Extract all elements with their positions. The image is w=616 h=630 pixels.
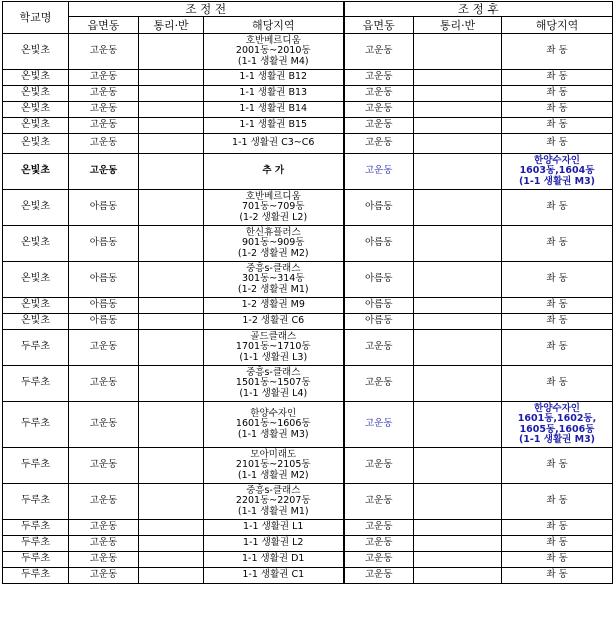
area-line: (1-1 생활권 M4) — [237, 55, 309, 67]
new-area-cell — [502, 86, 613, 102]
area-line: 좌 동 — [546, 521, 568, 533]
table-row — [3, 520, 613, 536]
new-area-cell — [502, 330, 613, 366]
table-row — [3, 366, 613, 402]
area-line: 좌 동 — [546, 315, 568, 327]
area-line: 한양수자인 — [534, 402, 580, 414]
table-row — [3, 102, 613, 118]
area-line: 한양수자인 — [534, 154, 580, 166]
town-cell: 고운동 — [69, 134, 139, 154]
table-row — [3, 34, 613, 70]
new-tong-cell — [414, 262, 502, 298]
town-cell: 고운동 — [69, 448, 139, 484]
header-after: 조 정 후 — [344, 2, 613, 17]
new-area-cell — [502, 298, 613, 314]
school-cell: 온빛초 — [3, 226, 69, 262]
area-line: (1-1 생활권 M2) — [237, 469, 309, 481]
town-cell: 고운동 — [69, 70, 139, 86]
new-tong-cell — [414, 366, 502, 402]
area-line: (1-1 생활권 M1) — [237, 505, 309, 517]
new-tong-cell — [414, 568, 502, 584]
area-line: 좌 동 — [546, 237, 568, 249]
school-cell: 온빛초 — [3, 86, 69, 102]
school-cell: 두루초 — [3, 536, 69, 552]
area-line: 좌 동 — [546, 553, 568, 565]
table-row — [3, 262, 613, 298]
school-cell: 두루초 — [3, 402, 69, 448]
new-town-cell: 아름동 — [344, 262, 414, 298]
school-cell: 온빛초 — [3, 70, 69, 86]
area-line: (1-1 생활권 L3) — [239, 351, 308, 363]
area-line: (1-1 생활권 M3) — [237, 428, 309, 440]
tong-cell — [139, 86, 204, 102]
new-tong-cell — [414, 70, 502, 86]
tong-cell — [139, 154, 204, 190]
school-cell: 온빛초 — [3, 314, 69, 330]
new-area-cell — [502, 134, 613, 154]
town-cell: 고운동 — [69, 366, 139, 402]
town-cell: 고운동 — [69, 536, 139, 552]
area-line: (1-1 생활권 M3) — [518, 175, 596, 187]
new-tong-cell — [414, 402, 502, 448]
area-cell — [204, 226, 344, 262]
new-tong-cell — [414, 484, 502, 520]
table-row — [3, 568, 613, 584]
new-area-cell — [502, 118, 613, 134]
area-line: 좌 동 — [546, 273, 568, 285]
area-line: 좌 동 — [546, 299, 568, 311]
new-town-cell: 아름동 — [344, 190, 414, 226]
area-line: 좌 동 — [546, 341, 568, 353]
header-after-town: 읍면동 — [344, 17, 414, 34]
new-tong-cell — [414, 536, 502, 552]
new-area-cell — [502, 402, 613, 448]
table-row — [3, 134, 613, 154]
area-cell — [204, 330, 344, 366]
area-cell — [204, 520, 344, 536]
town-cell: 고운동 — [69, 568, 139, 584]
town-cell: 아름동 — [69, 314, 139, 330]
area-line: 1-1 생활권 B12 — [239, 71, 308, 83]
tong-cell — [139, 134, 204, 154]
new-tong-cell — [414, 448, 502, 484]
new-town-cell: 고운동 — [344, 330, 414, 366]
new-tong-cell — [414, 520, 502, 536]
area-line: 좌 동 — [546, 495, 568, 507]
area-cell — [204, 484, 344, 520]
area-cell — [204, 298, 344, 314]
town-cell: 아름동 — [69, 262, 139, 298]
area-line: 좌 동 — [546, 119, 568, 131]
area-line: 호반베르디움 — [245, 190, 301, 202]
new-area-cell — [502, 190, 613, 226]
area-cell — [204, 402, 344, 448]
area-cell — [204, 118, 344, 134]
area-cell — [204, 86, 344, 102]
new-area-cell — [502, 34, 613, 70]
area-line: 1-1 생활권 C1 — [242, 569, 305, 581]
area-line: 한신휴플러스 — [245, 226, 301, 238]
new-town-cell: 아름동 — [344, 298, 414, 314]
school-cell: 두루초 — [3, 552, 69, 568]
header-before-town: 읍면동 — [69, 17, 139, 34]
area-line: 2101동~2105동 — [235, 459, 311, 471]
table-body — [3, 34, 613, 584]
tong-cell — [139, 298, 204, 314]
new-area-cell — [502, 448, 613, 484]
area-line: 1603동,1604동 — [519, 165, 595, 177]
area-line: (1-1 생활권 L4) — [239, 387, 308, 399]
area-line: 중흥s-클래스 — [246, 366, 301, 378]
area-line: 1-1 생활권 D1 — [242, 553, 305, 565]
table-row — [3, 552, 613, 568]
new-town-cell: 고운동 — [344, 154, 414, 190]
new-town-cell: 고운동 — [344, 118, 414, 134]
new-town-cell: 고운동 — [344, 70, 414, 86]
town-cell: 고운동 — [69, 118, 139, 134]
tong-cell — [139, 190, 204, 226]
new-town-cell: 고운동 — [344, 402, 414, 448]
area-line: 좌 동 — [546, 103, 568, 115]
new-area-cell — [502, 154, 613, 190]
new-town-cell: 고운동 — [344, 484, 414, 520]
area-cell — [204, 552, 344, 568]
town-cell: 고운동 — [69, 520, 139, 536]
area-line: 901동~909동 — [241, 237, 305, 249]
tong-cell — [139, 484, 204, 520]
new-area-cell — [502, 536, 613, 552]
area-line: 1601동,1602동, — [517, 413, 597, 424]
tong-cell — [139, 520, 204, 536]
school-cell: 두루초 — [3, 484, 69, 520]
area-line: 좌 동 — [546, 537, 568, 549]
area-line: 좌 동 — [546, 71, 568, 83]
new-area-cell — [502, 366, 613, 402]
school-cell: 두루초 — [3, 366, 69, 402]
table-row — [3, 330, 613, 366]
school-district-adjustment-table — [2, 1, 613, 584]
new-town-cell: 고운동 — [344, 520, 414, 536]
new-town-cell: 고운동 — [344, 134, 414, 154]
table-row — [3, 448, 613, 484]
area-line: 1-1 생활권 L2 — [243, 537, 304, 549]
area-line: 골드클래스 — [250, 330, 297, 342]
school-cell: 온빛초 — [3, 154, 69, 190]
header-after-area: 해당지역 — [502, 17, 613, 34]
new-town-cell: 고운동 — [344, 552, 414, 568]
school-cell: 온빛초 — [3, 262, 69, 298]
tong-cell — [139, 552, 204, 568]
new-area-cell — [502, 226, 613, 262]
town-cell: 고운동 — [69, 552, 139, 568]
tong-cell — [139, 448, 204, 484]
tong-cell — [139, 366, 204, 402]
table-row — [3, 402, 613, 448]
area-line: 추 가 — [262, 165, 285, 177]
area-cell — [204, 314, 344, 330]
town-cell: 고운동 — [69, 34, 139, 70]
new-area-cell — [502, 520, 613, 536]
new-tong-cell — [414, 298, 502, 314]
header-after-tong: 통리·반 — [414, 17, 502, 34]
tong-cell — [139, 330, 204, 366]
area-line: (1-2 생활권 L2) — [239, 211, 308, 223]
area-line: 701동~709동 — [241, 201, 305, 213]
tong-cell — [139, 402, 204, 448]
area-line: 한양수자인 — [250, 407, 297, 419]
area-line: 모아미래도 — [250, 448, 297, 460]
town-cell: 고운동 — [69, 154, 139, 190]
table-row — [3, 226, 613, 262]
table-row — [3, 536, 613, 552]
school-cell: 온빛초 — [3, 118, 69, 134]
table-row — [3, 484, 613, 520]
town-cell: 고운동 — [69, 330, 139, 366]
header-school: 학교명 — [3, 2, 69, 34]
town-cell: 고운동 — [69, 102, 139, 118]
school-cell: 두루초 — [3, 520, 69, 536]
area-cell — [204, 262, 344, 298]
new-town-cell: 고운동 — [344, 568, 414, 584]
new-town-cell: 고운동 — [344, 102, 414, 118]
new-area-cell — [502, 484, 613, 520]
header-before-area: 해당지역 — [204, 17, 344, 34]
new-area-cell — [502, 70, 613, 86]
new-tong-cell — [414, 154, 502, 190]
table-row — [3, 298, 613, 314]
table-row — [3, 190, 613, 226]
area-line: 1-1 생활권 C3~C6 — [232, 137, 315, 149]
area-cell — [204, 568, 344, 584]
school-cell: 두루초 — [3, 330, 69, 366]
school-cell: 온빛초 — [3, 298, 69, 314]
area-line: 1701동~1710동 — [235, 341, 311, 353]
area-line: 2201동~2207동 — [235, 495, 311, 507]
area-line: 좌 동 — [546, 459, 568, 471]
new-area-cell — [502, 552, 613, 568]
area-line: 좌 동 — [546, 201, 568, 213]
new-area-cell — [502, 568, 613, 584]
area-cell — [204, 134, 344, 154]
area-line: 1-1 생활권 B15 — [239, 119, 308, 131]
new-tong-cell — [414, 552, 502, 568]
school-cell: 온빛초 — [3, 190, 69, 226]
area-line: 좌 동 — [546, 87, 568, 99]
area-line: 1605동,1606동 — [519, 423, 595, 435]
tong-cell — [139, 568, 204, 584]
area-cell — [204, 154, 344, 190]
new-town-cell: 고운동 — [344, 366, 414, 402]
area-cell — [204, 34, 344, 70]
tong-cell — [139, 536, 204, 552]
new-tong-cell — [414, 314, 502, 330]
table-row — [3, 70, 613, 86]
tong-cell — [139, 70, 204, 86]
area-line: 좌 동 — [546, 377, 568, 389]
area-cell — [204, 366, 344, 402]
area-line: 좌 동 — [546, 137, 568, 149]
new-area-cell — [502, 314, 613, 330]
town-cell: 아름동 — [69, 190, 139, 226]
tong-cell — [139, 118, 204, 134]
area-line: 2001동~2010동 — [235, 45, 311, 57]
town-cell: 아름동 — [69, 226, 139, 262]
new-area-cell — [502, 262, 613, 298]
table-row — [3, 314, 613, 330]
area-line: 1-1 생활권 L1 — [243, 521, 304, 533]
area-line: 호반베르디움 — [245, 34, 301, 46]
school-cell: 온빛초 — [3, 102, 69, 118]
area-line: 좌 동 — [546, 569, 568, 581]
new-tong-cell — [414, 226, 502, 262]
town-cell: 아름동 — [69, 298, 139, 314]
town-cell: 고운동 — [69, 402, 139, 448]
new-tong-cell — [414, 102, 502, 118]
table-row — [3, 154, 613, 190]
area-line: 1-1 생활권 B14 — [239, 103, 308, 115]
school-cell: 두루초 — [3, 448, 69, 484]
new-tong-cell — [414, 330, 502, 366]
area-line: (1-2 생활권 M1) — [237, 283, 309, 295]
school-cell: 온빛초 — [3, 34, 69, 70]
table-row — [3, 86, 613, 102]
area-cell — [204, 102, 344, 118]
table-row — [3, 118, 613, 134]
area-cell — [204, 190, 344, 226]
new-town-cell: 고운동 — [344, 448, 414, 484]
area-cell — [204, 536, 344, 552]
area-line: 1-2 생활권 C6 — [242, 315, 305, 327]
new-tong-cell — [414, 34, 502, 70]
area-line: 301동~314동 — [241, 273, 305, 285]
area-cell — [204, 448, 344, 484]
new-town-cell: 아름동 — [344, 314, 414, 330]
area-line: (1-1 생활권 M3) — [518, 434, 596, 445]
new-area-cell — [502, 102, 613, 118]
new-tong-cell — [414, 86, 502, 102]
school-cell: 온빛초 — [3, 134, 69, 154]
area-line: 1-2 생활권 M9 — [241, 299, 305, 311]
tong-cell — [139, 226, 204, 262]
area-line: 1501동~1507동 — [235, 377, 311, 389]
new-town-cell: 고운동 — [344, 86, 414, 102]
new-town-cell: 고운동 — [344, 34, 414, 70]
new-town-cell: 아름동 — [344, 226, 414, 262]
new-tong-cell — [414, 118, 502, 134]
area-line: 1601동~1606동 — [235, 418, 311, 430]
area-line: 좌 동 — [546, 45, 568, 57]
area-line: (1-2 생활권 M2) — [237, 247, 309, 259]
area-line: 중흥s-클래스 — [246, 484, 301, 496]
area-line: 중흥s-클래스 — [246, 262, 301, 274]
tong-cell — [139, 34, 204, 70]
tong-cell — [139, 314, 204, 330]
school-cell: 두루초 — [3, 568, 69, 584]
header-before-tong: 통리·반 — [139, 17, 204, 34]
header-before: 조 정 전 — [69, 2, 344, 17]
new-tong-cell — [414, 134, 502, 154]
tong-cell — [139, 262, 204, 298]
new-town-cell: 고운동 — [344, 536, 414, 552]
area-line: 1-1 생활권 B13 — [239, 87, 308, 99]
town-cell: 고운동 — [69, 86, 139, 102]
tong-cell — [139, 102, 204, 118]
town-cell: 고운동 — [69, 484, 139, 520]
new-tong-cell — [414, 190, 502, 226]
area-cell — [204, 70, 344, 86]
